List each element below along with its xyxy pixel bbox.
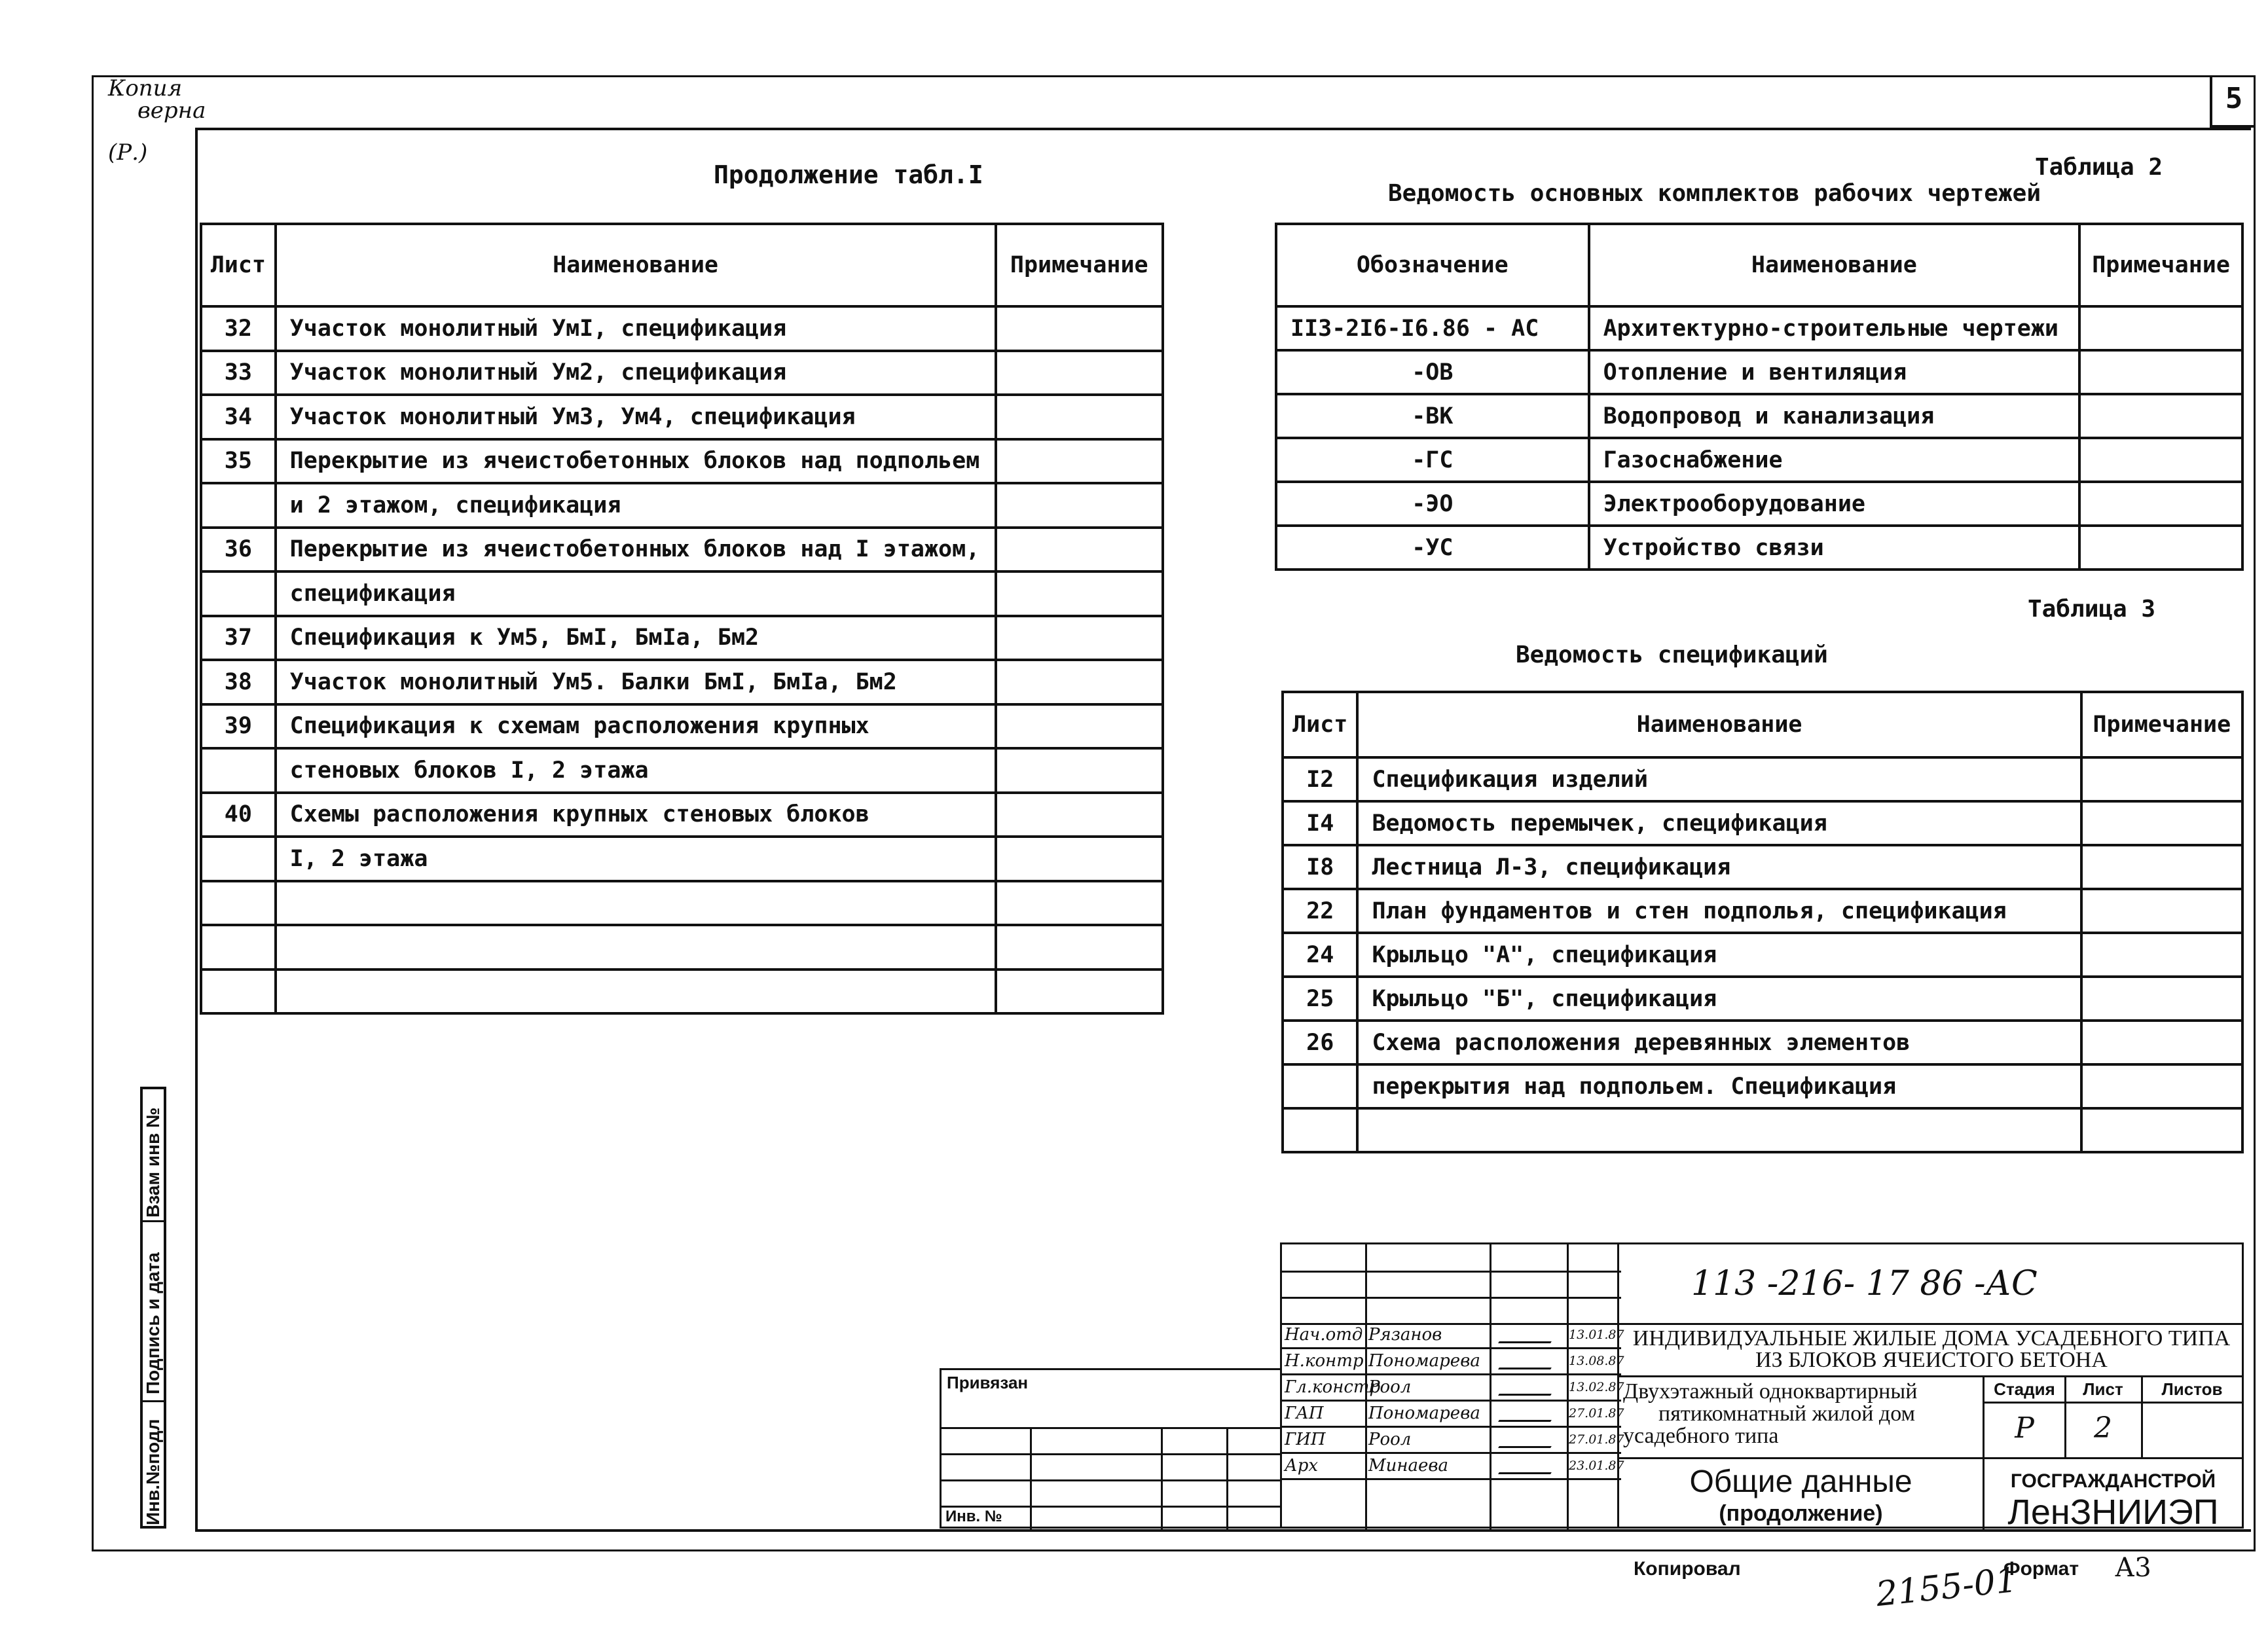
title-line1: ИНДИВИДУАЛЬНЫЕ ЖИЛЫЕ ДОМА УСАДЕБНОГО ТИПА xyxy=(1632,1326,2231,1350)
table3-row xyxy=(1283,977,2242,1021)
table1-row xyxy=(201,439,1163,484)
stamp-person-row xyxy=(1282,1402,1624,1428)
table3-note-cell xyxy=(2081,889,2242,933)
table1-note-cell xyxy=(996,925,1163,969)
table3-note-cell xyxy=(2081,1108,2242,1152)
table2-code-cell: -ОВ xyxy=(1276,350,1589,394)
table1-note-cell xyxy=(996,306,1163,351)
table1-row xyxy=(201,748,1163,793)
signature-scribble xyxy=(1498,1437,1557,1448)
table1-name-cell xyxy=(276,969,996,1014)
table1-name-cell: Спецификация к Ум5, БмI, БмIа, Бм2 xyxy=(276,616,996,661)
table1-row xyxy=(201,351,1163,395)
table1-caption: Продолжение табл.I xyxy=(714,160,983,189)
table3-header-sheet: Лист xyxy=(1283,692,1357,757)
table1-name-cell: Спецификация к схемам расположения крупных xyxy=(276,704,996,749)
stamp-name: Пономарева xyxy=(1368,1404,1480,1423)
table2-note-cell xyxy=(2079,526,2242,570)
table1-name-cell: Участок монолитный Ум3, Ум4, спецификация xyxy=(276,395,996,439)
stamp-person-row xyxy=(1282,1349,1624,1375)
table1-name-cell: Участок монолитный Ум5. Балки БмI, БмIа, Бм2 xyxy=(276,660,996,704)
table2-name-cell: Отопление и вентиляция xyxy=(1589,350,2080,394)
table1-sheet-cell: 32 xyxy=(201,306,276,351)
table2-note-cell xyxy=(2079,306,2242,350)
sheet-subtitle: (продолжение) xyxy=(1719,1501,1883,1526)
table1-row xyxy=(201,969,1163,1014)
table1-name-cell: стеновых блоков I, 2 этажа xyxy=(276,748,996,793)
stamp-role: Нач.отд xyxy=(1285,1325,1363,1345)
stamp-role: Н.контр xyxy=(1285,1351,1364,1371)
stamp-name: Пономарева xyxy=(1368,1351,1480,1371)
table3-row xyxy=(1283,933,2242,977)
sheet-header: Лист xyxy=(2083,1379,2123,1399)
table1-header-sheet: Лист xyxy=(201,224,276,306)
stamp-name: Роол xyxy=(1368,1377,1412,1397)
org-name-2: ЛенЗНИИЭП xyxy=(2007,1493,2219,1532)
table3-sheet-cell: I4 xyxy=(1283,801,1357,845)
table3-note-cell xyxy=(2081,801,2242,845)
table1-sheet-cell xyxy=(201,969,276,1014)
table1-sheet-cell xyxy=(201,748,276,793)
table1-name-cell: Участок монолитный УмI, спецификация xyxy=(276,306,996,351)
table1-sheet-cell: 35 xyxy=(201,439,276,484)
copy-note xyxy=(108,77,206,164)
table1-note-cell xyxy=(996,793,1163,837)
table1-row xyxy=(201,528,1163,572)
table3-caption: Ведомость спецификаций xyxy=(1516,642,1828,668)
table2-row xyxy=(1276,482,2242,526)
object-line3: усадебного типа xyxy=(1623,1424,1779,1448)
table1-sheet-cell xyxy=(201,483,276,528)
table1-name-cell xyxy=(276,881,996,926)
table3-name-cell: перекрытия над подпольем. Спецификация xyxy=(1357,1064,2081,1108)
table3-note-cell xyxy=(2081,977,2242,1021)
table3-name-cell: Ведомость перемычек, спецификация xyxy=(1357,801,2081,845)
table3-row xyxy=(1283,845,2242,889)
table1-row xyxy=(201,660,1163,704)
table2-name-cell: Устройство связи xyxy=(1589,526,2080,570)
table2-note-cell xyxy=(2079,394,2242,438)
table1-sheet-cell xyxy=(201,571,276,616)
table1-row xyxy=(201,704,1163,749)
table1-note-cell xyxy=(996,660,1163,704)
table2-note-cell xyxy=(2079,350,2242,394)
table1-name-cell: Схемы расположения крупных стеновых блоков xyxy=(276,793,996,837)
table3-note-cell xyxy=(2081,1064,2242,1108)
table2-code-cell: -УС xyxy=(1276,526,1589,570)
stage-value: Р xyxy=(2015,1411,2034,1445)
table3-name-cell: Крыльцо "А", спецификация xyxy=(1357,933,2081,977)
table3-sheet-cell: 26 xyxy=(1283,1021,1357,1064)
stamp-date: 27.01.87 xyxy=(1569,1432,1624,1447)
table1-note-cell xyxy=(996,616,1163,661)
table3-row xyxy=(1283,889,2242,933)
table1-note-cell xyxy=(996,969,1163,1014)
copied-label: Копировал xyxy=(1634,1558,1741,1580)
table1-header-note: Примечание xyxy=(996,224,1163,306)
table1-sheet-cell: 37 xyxy=(201,616,276,661)
table2-row xyxy=(1276,350,2242,394)
table3-sheet-cell: 24 xyxy=(1283,933,1357,977)
table3-label: Таблица 3 xyxy=(2028,596,2156,623)
table3-sheet-cell xyxy=(1283,1064,1357,1108)
stamp-date: 13.02.87 xyxy=(1569,1380,1624,1394)
table2-row xyxy=(1276,394,2242,438)
table1-note-cell xyxy=(996,571,1163,616)
table1-row xyxy=(201,793,1163,837)
table3 xyxy=(1281,691,2244,1153)
table3-note-cell xyxy=(2081,757,2242,801)
copy-note-initials: (Р.) xyxy=(108,139,148,166)
table3-sheet-cell xyxy=(1283,1108,1357,1152)
table2-code-cell: -ЭО xyxy=(1276,482,1589,526)
table1-note-cell xyxy=(996,351,1163,395)
table2 xyxy=(1275,223,2244,571)
table2-code-cell: -ГС xyxy=(1276,438,1589,482)
table1-note-cell xyxy=(996,748,1163,793)
title-line2: ИЗ БЛОКОВ ЯЧЕИСТОГО БЕТОНА xyxy=(1755,1348,2108,1372)
stamp-name: Роол xyxy=(1368,1430,1412,1449)
table2-header-code: Обозначение xyxy=(1276,224,1589,306)
copied-number: 2155-01 xyxy=(1874,1560,2019,1615)
signature-scribble xyxy=(1498,1332,1557,1343)
table1-name-cell: Перекрытие из ячеистобетонных блоков над подпольем xyxy=(276,439,996,484)
table2-name-cell: Архитектурно-строительные чертежи xyxy=(1589,306,2080,350)
stamp-person-row xyxy=(1282,1454,1624,1480)
table1-name-cell: I, 2 этажа xyxy=(276,837,996,881)
table3-row xyxy=(1283,1064,2242,1108)
table1-row xyxy=(201,306,1163,351)
stamp-main xyxy=(1619,1242,2244,1532)
table3-name-cell: Спецификация изделий xyxy=(1357,757,2081,801)
table1 xyxy=(200,223,1164,1015)
table3-sheet-cell: 22 xyxy=(1283,889,1357,933)
table3-sheet-cell: I2 xyxy=(1283,757,1357,801)
table3-row xyxy=(1283,1108,2242,1152)
table3-name-cell: Схема расположения деревянных элементов xyxy=(1357,1021,2081,1064)
side-label-inv: Инв.№подл xyxy=(143,1419,163,1525)
table1-note-cell xyxy=(996,837,1163,881)
table1-sheet-cell: 33 xyxy=(201,351,276,395)
table1-row xyxy=(201,483,1163,528)
format-value: А3 xyxy=(2115,1553,2151,1583)
doc-code: 113 -216- 17 86 -АС xyxy=(1691,1264,2038,1303)
table1-name-cell: спецификация xyxy=(276,571,996,616)
table2-row xyxy=(1276,438,2242,482)
table1-sheet-cell xyxy=(201,881,276,926)
signature-scribble xyxy=(1498,1358,1557,1369)
stamp-date: 27.01.87 xyxy=(1569,1406,1624,1421)
copy-note-line1: Копия xyxy=(108,75,183,101)
table1-row xyxy=(201,925,1163,969)
table2-label: Таблица 2 xyxy=(2035,154,2163,181)
table1-sheet-cell xyxy=(201,925,276,969)
object-line2: пятикомнатный жилой дом xyxy=(1658,1402,1916,1426)
table1-row xyxy=(201,837,1163,881)
table1-name-cell: и 2 этажом, спецификация xyxy=(276,483,996,528)
table3-name-cell: Крыльцо "Б", спецификация xyxy=(1357,977,2081,1021)
table1-name-cell: Перекрытие из ячеистобетонных блоков над I этажом, xyxy=(276,528,996,572)
table2-name-cell: Электрооборудование xyxy=(1589,482,2080,526)
table1-row xyxy=(201,395,1163,439)
table3-header-note: Примечание xyxy=(2081,692,2242,757)
table1-note-cell xyxy=(996,528,1163,572)
table3-row xyxy=(1283,757,2242,801)
table2-row xyxy=(1276,306,2242,350)
table2-header-name: Наименование xyxy=(1589,224,2080,306)
binding-block xyxy=(940,1368,1280,1529)
sheet-value: 2 xyxy=(2094,1411,2112,1445)
table1-sheet-cell xyxy=(201,837,276,881)
stamp-role: ГАП xyxy=(1285,1404,1324,1423)
org-name-1: ГОСГРАЖДАНСТРОЙ xyxy=(2010,1470,2216,1492)
table3-note-cell xyxy=(2081,933,2242,977)
table2-row xyxy=(1276,526,2242,570)
stamp-date: 13.08.87 xyxy=(1569,1354,1624,1368)
table3-header-name: Наименование xyxy=(1357,692,2081,757)
stamp-date: 13.01.87 xyxy=(1569,1328,1624,1342)
table3-sheet-cell: 25 xyxy=(1283,977,1357,1021)
stamp-role: Арх xyxy=(1285,1456,1318,1476)
format-label: Формат xyxy=(2003,1558,2079,1580)
table1-sheet-cell: 40 xyxy=(201,793,276,837)
sheet-title: Общие данные xyxy=(1689,1464,1912,1499)
signature-scribble xyxy=(1498,1385,1557,1396)
table2-note-cell xyxy=(2079,482,2242,526)
stamp-person-row xyxy=(1282,1375,1624,1402)
stamp-people xyxy=(1280,1242,1624,1529)
table1-name-cell xyxy=(276,925,996,969)
table3-row xyxy=(1283,1021,2242,1064)
sheets-header: Листов xyxy=(2161,1379,2223,1399)
table2-code-cell: II3-2I6-I6.86 - АС xyxy=(1276,306,1589,350)
table3-name-cell: Лестница Л-3, спецификация xyxy=(1357,845,2081,889)
stage-header: Стадия xyxy=(1994,1379,2055,1399)
table1-sheet-cell: 38 xyxy=(201,660,276,704)
binding-label: Привязан xyxy=(947,1373,1029,1392)
table2-name-cell: Водопровод и канализация xyxy=(1589,394,2080,438)
stamp-name: Рязанов xyxy=(1368,1325,1442,1345)
signature-scribble xyxy=(1498,1411,1557,1422)
table1-note-cell xyxy=(996,881,1163,926)
stamp-date: 23.01.87 xyxy=(1569,1459,1624,1473)
table3-note-cell xyxy=(2081,845,2242,889)
table1-note-cell xyxy=(996,704,1163,749)
stamp-person-row xyxy=(1282,1323,1624,1349)
table2-note-cell xyxy=(2079,438,2242,482)
table2-code-cell: -ВК xyxy=(1276,394,1589,438)
page-number: 5 xyxy=(2225,82,2243,115)
table3-name-cell xyxy=(1357,1108,2081,1152)
table1-header-name: Наименование xyxy=(276,224,996,306)
table1-note-cell xyxy=(996,439,1163,484)
table1-row xyxy=(201,881,1163,926)
table1-sheet-cell: 34 xyxy=(201,395,276,439)
object-line1: Двухэтажный одноквартирный xyxy=(1623,1379,1918,1404)
table2-header-note: Примечание xyxy=(2079,224,2242,306)
copy-note-line2: верна xyxy=(137,98,206,124)
table3-note-cell xyxy=(2081,1021,2242,1064)
table1-sheet-cell: 36 xyxy=(201,528,276,572)
table1-row xyxy=(201,616,1163,661)
table1-note-cell xyxy=(996,483,1163,528)
stamp-role: ГИП xyxy=(1285,1430,1326,1449)
page-number-box xyxy=(2210,75,2256,128)
inv-label: Инв. № xyxy=(945,1508,1002,1525)
table3-name-cell: План фундаментов и стен подполья, спецификация xyxy=(1357,889,2081,933)
signature-scribble xyxy=(1498,1463,1557,1474)
stamp-person-row xyxy=(1282,1428,1624,1454)
side-label-replace: Взам инв № xyxy=(143,1107,163,1218)
side-label-signature: Подпись и дата xyxy=(143,1252,163,1394)
table1-note-cell xyxy=(996,395,1163,439)
stamp-role: Гл.констр xyxy=(1285,1377,1381,1397)
table3-row xyxy=(1283,801,2242,845)
table1-sheet-cell: 39 xyxy=(201,704,276,749)
table3-sheet-cell: I8 xyxy=(1283,845,1357,889)
table1-name-cell: Участок монолитный Ум2, спецификация xyxy=(276,351,996,395)
table2-caption: Ведомость основных комплектов рабочих чертежей xyxy=(1388,180,2041,207)
table1-row xyxy=(201,571,1163,616)
stamp-name: Минаева xyxy=(1368,1456,1449,1476)
table2-name-cell: Газоснабжение xyxy=(1589,438,2080,482)
